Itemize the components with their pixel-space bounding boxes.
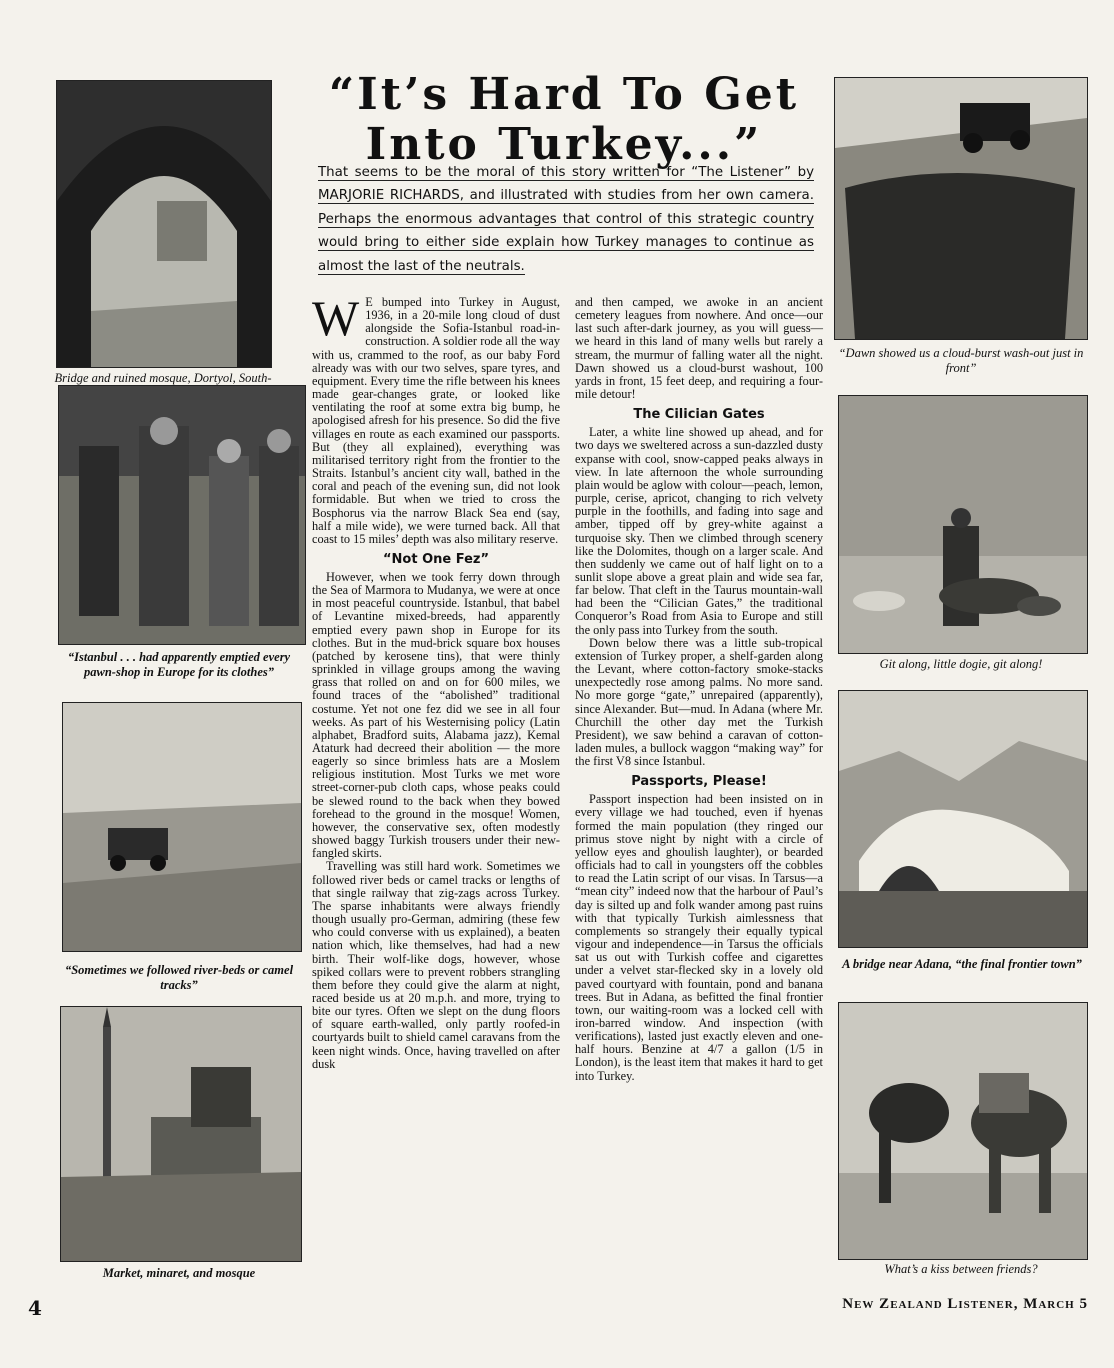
headline [320, 70, 808, 170]
kiss-photo [838, 1002, 1088, 1260]
adana-caption: A bridge near Adana, “the final frontier town” [842, 957, 1082, 971]
market-caption: Market, minaret, and mosque [102, 1266, 256, 1280]
headline-line-1: “It’s Hard To Get [328, 69, 800, 120]
article-column-2 [575, 296, 823, 1286]
dawn-caption: “Dawn showed us a cloud-burst wash-out just in front” [838, 346, 1084, 375]
subhead-not-one-fez: “Not One Fez” [382, 551, 490, 567]
riverbeds-photo [62, 702, 302, 952]
article-paragraph-7: Passport inspection had been insisted on in every village we had touched, even if hyenas formed the main population (they ringed our primus stove night by night with a circle of yellow eyes and ghoulish laughter), or bearded officials had to call in youngsters off the cobbles to read the Latin script of our visas. In Tarsus—a “mean city” indeed now that the harbour of Paul’s day is silted up and folk wander among past ruins with that typically Turkish aimlessness that complements so strangely their equally typical vigour and independence—in Tarsus the officials sat us out with Turkish coffee and cigarettes under a velvet star-flecked sky in a lovely old paved courtyard with fountain, pond and banana trees. But in Adana, as befitted the final frontier town, our waiting-room was a locked cell with iron-barred window. And inspection (with verifications), lasted just exactly eleven and one-half hours. Benzine at 4/7 a gallon (1/5 in London), is the least item that makes it hard to get into Turkey. [575, 792, 823, 1083]
article-paragraph-4: and then camped, we awoke in an ancient cemetery leagues from nowhere. And once—our last such after-dark journey, as you will guess—we heard in this land of many wells but rarely a stream, the murmur of falling water all the night. Dawn showed us a cloud-burst washout, 100 yards in front, 15 feet deep, and requiring a four-mile detour! [575, 295, 823, 402]
standfirst [318, 161, 814, 278]
masthead-footer: New Zealand Listener, March 5 [842, 1296, 1088, 1312]
istanbul-photo [58, 385, 306, 645]
kiss-caption: What’s a kiss between friends? [884, 1262, 1038, 1276]
bridge-photo [56, 80, 272, 368]
standfirst-last-line: almost the last of the neutrals. [318, 258, 525, 274]
article-paragraph-5: Later, a white line showed up ahead, and for two days we sweltered across a sun-dazzled dusty expanse with cool, snow-capped peaks always in view. In late afternoon the whole surrounding plain would be aglow with colour—peach, lemon, purple, cerise, apricot, changing to rich velvety purple in the foothills, and fading into sage and amber, tipped off by grey-white against a turquoise sky. Then we climbed through scenery like the Dolomites, though on a larger scale. And then suddenly we came out of half light on to a sunlit slope above a great plain and wide sea far, far below. That cleft in the Taurus mountain-wall had been the “Cilician Gates,” the traditional Conqueror’s Road from Asia to Europe and still the only pass into Turkey from the south. [575, 425, 823, 637]
istanbul-caption: “Istanbul . . . had apparently emptied every pawn-shop in Europe for its clothes” [67, 650, 291, 679]
headline-line-2: Into Turkey...” [365, 119, 763, 170]
article-paragraph-3: Travelling was still hard work. Sometimes we followed river beds or camel tracks or lengths of that single railway that zig-zags across Turkey. The sparse inhabitants were always friendly though usually pro-German, admiring (these few who could converse with us explained), a beaten nation which, like themselves, had had a new birth. Their wolf-like dogs, however, whose spiked collars were to prevent robbers strangling them before they could give the alarm at night, raced beside us at 20 m.p.h. and more, trying to bite our tyres. Often we slept on the dung floors of square earth-walled, only partly roofed-in courtyards built to shield camel caravans from the keen night winds. Once, having travelled on after dusk [312, 859, 560, 1071]
bridge-caption: Bridge and ruined mosque, Dortyol, South- [54, 371, 272, 385]
article-paragraph-6: Down below there was a little sub-tropical extension of Turkey proper, a shelf-garden along the Levant, where cotton-factory smoke-stacks unexpectedly rose among palms. No more sand. No more gorge “gate,” unrepaired (apparently), since Alexander. But—mud. In Adana (where Mr. Churchill the other day met the Turkish President), we saw behind a caravan of cotton-laden mules, a bullock waggon “making way” for the first V8 since Istanbul. [575, 635, 823, 769]
adana-bridge-photo [838, 690, 1088, 948]
dawn-photo [834, 77, 1088, 340]
dropcap: W [312, 290, 360, 346]
subhead-passports-please: Passports, Please! [631, 774, 767, 790]
page-number: 4 [28, 1296, 42, 1320]
article-paragraph-1: W E bumped into Turkey in August, 1936, in a 20-mile long cloud of dust alongside the Sofia-Istanbul road-in-construction. A soldier rode all the way with us, crammed to the roof, as our baby Ford already was with our two selves, spare tyres, and equipment. Every time the rifle between his knees made gear-changes grate, or looked like ventilating the roof at some extra big bump, he apologised afresh for his presence. So did the five villages en route as each examined our passports. But (they all explained), everything was militarised territory right from the frontier to the Straits. Istanbul’s ancient city wall, bathed in the coral and peach of the evening sun, did not look formidable. But when we tried to cross the Bosphorus via the narrow Black Sea end (say, half a mile wide), we were turned back. All that coast to 15 miles’ depth was also military reserve. [312, 290, 560, 546]
article-column-1 [312, 290, 560, 1286]
dogie-caption: Git along, little dogie, git along! [879, 657, 1043, 671]
dogie-photo [838, 395, 1088, 654]
market-photo [60, 1006, 302, 1262]
article-paragraph-2: However, when we took ferry down through the Sea of Marmora to Mudanya, we were at once in most peaceful countryside. Istanbul, that babel of Levantine mixed-breeds, had apparently emptied every pawn shop in Europe for its clothes. But in the mud-brick square box houses (patched by kerosene tins), that were thinly sprinkled in village groups among the waving grass that rolled on and on for 600 miles, we found traces of the “abolished” traditional costume. Yet not one fez did we see in all four weeks. As part of his Westernising policy (Latin alphabet, Bradford suits, Alabama jazz), Kemal Ataturk had decreed their abolition — the more eagerly so since brimless hats are a Moslem religious institution. Most Turks we met wore street-corner-pub cloth caps, whose peaks could be slewed round to the back when they bowed forehead to the ground in the mosque! Women, however, the conservative sex, often modestly showed baggy Turkish trousers under their new-fangled skirts. [312, 569, 560, 861]
riverbeds-caption: “Sometimes we followed river-beds or camel tracks” [64, 963, 294, 992]
standfirst-text: That seems to be the moral of this story written for “The Listener” by MARJORIE RICHARDS, and illustrated with studies from her own camera. Perhaps the enormous advantages that control of this strategic country would bring to either side explain how Turkey manages to continue as [318, 165, 814, 251]
subhead-cilician-gates: The Cilician Gates [633, 407, 765, 423]
